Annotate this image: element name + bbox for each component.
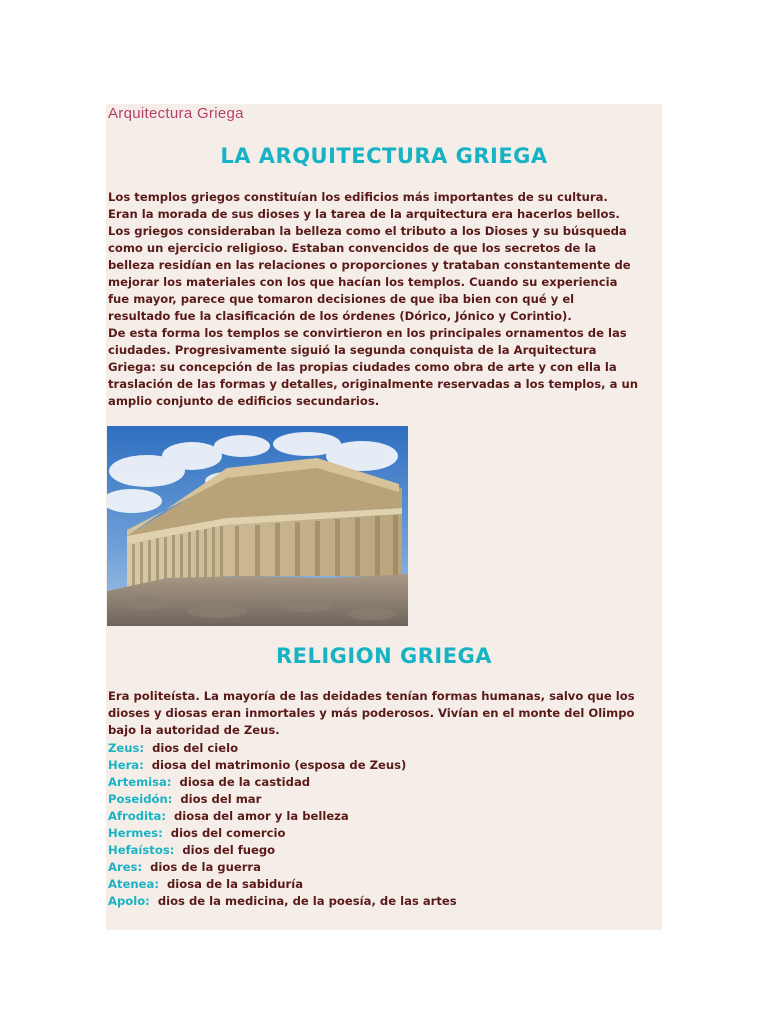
god-description: diosa del matrimonio (esposa de Zeus): [151, 758, 407, 772]
text-line: Era politeísta. La mayoría de las deidades tenían formas humanas, salvo que los: [108, 689, 635, 703]
text-line: ciudades. Progresivamente siguió la segunda conquista de la Arquitectura: [108, 343, 597, 357]
god-name: Afrodita:: [108, 809, 166, 823]
god-name: Apolo:: [108, 894, 150, 908]
parthenon-photo: [107, 426, 408, 626]
god-name: Hera:: [108, 758, 144, 772]
text-line: amplio conjunto de edificios secundarios.: [108, 394, 380, 408]
text-line: fue mayor, parece que tomaron decisiones de que iba bien con qué y el: [108, 292, 575, 306]
text-line: De esta forma los templos se convirtieron en los principales ornamentos de las: [108, 326, 627, 340]
heading-religion: RELIGION GRIEGA: [275, 644, 493, 668]
list-item: [108, 774, 664, 791]
text-line: Griega: su concepción de las propias ciudades como obra de arte y con ella la: [108, 360, 617, 374]
god-description: diosa de la castidad: [179, 775, 311, 789]
list-item: [108, 808, 664, 825]
list-item: [108, 791, 664, 808]
text-line: belleza residían en las relaciones o proporciones y trataban constantemente de: [108, 258, 631, 272]
text-line: Eran la morada de sus dioses y la tarea de la arquitectura era hacerlos bellos.: [108, 207, 620, 221]
god-name: Atenea:: [108, 877, 159, 891]
list-item: [108, 757, 664, 774]
text-line: Los templos griegos constituían los edificios más importantes de su cultura.: [108, 190, 608, 204]
god-description: diosa del amor y la belleza: [173, 809, 349, 823]
god-description: dios de la guerra: [150, 860, 261, 874]
god-description: dios del cielo: [152, 741, 239, 755]
god-description: dios del mar: [180, 792, 262, 806]
header-title: Arquitectura Griega: [108, 105, 244, 122]
god-name: Zeus:: [108, 741, 145, 755]
paragraph-arquitectura: [108, 189, 664, 410]
text-line: bajo la autoridad de Zeus.: [108, 723, 280, 737]
text-line: Los griegos consideraban la belleza como el tributo a los Dioses y su búsqueda: [108, 224, 627, 238]
god-name: Hefaístos:: [108, 843, 175, 857]
list-item: [108, 842, 664, 859]
list-item: [108, 876, 664, 893]
text-line: dioses y diosas eran inmortales y más poderosos. Vivían en el monte del Olimpo: [108, 706, 635, 720]
document-page: [106, 104, 662, 930]
text-line: resultado fue la clasificación de los órdenes (Dórico, Jónico y Corintio).: [108, 309, 572, 323]
list-item: [108, 740, 664, 757]
text-line: traslación de las formas y detalles, originalmente reservadas a los templos, a un: [108, 377, 638, 391]
paragraph-religion: [108, 688, 664, 739]
god-name: Poseidón:: [108, 792, 173, 806]
gods-list: [108, 740, 664, 910]
list-item: [108, 859, 664, 876]
text-line: mejorar los materiales con los que hacían los templos. Cuando su experiencia: [108, 275, 618, 289]
god-name: Ares:: [108, 860, 143, 874]
god-description: dios de la medicina, de la poesía, de las artes: [157, 894, 457, 908]
list-item: [108, 825, 664, 842]
heading-arquitectura: LA ARQUITECTURA GRIEGA: [220, 144, 548, 168]
god-description: diosa de la sabiduría: [166, 877, 304, 891]
god-name: Hermes:: [108, 826, 163, 840]
text-line: como un ejercicio religioso. Estaban convencidos de que los secretos de la: [108, 241, 597, 255]
god-name: Artemisa:: [108, 775, 172, 789]
god-description: dios del comercio: [170, 826, 286, 840]
god-description: dios del fuego: [182, 843, 276, 857]
list-item: [108, 893, 664, 910]
